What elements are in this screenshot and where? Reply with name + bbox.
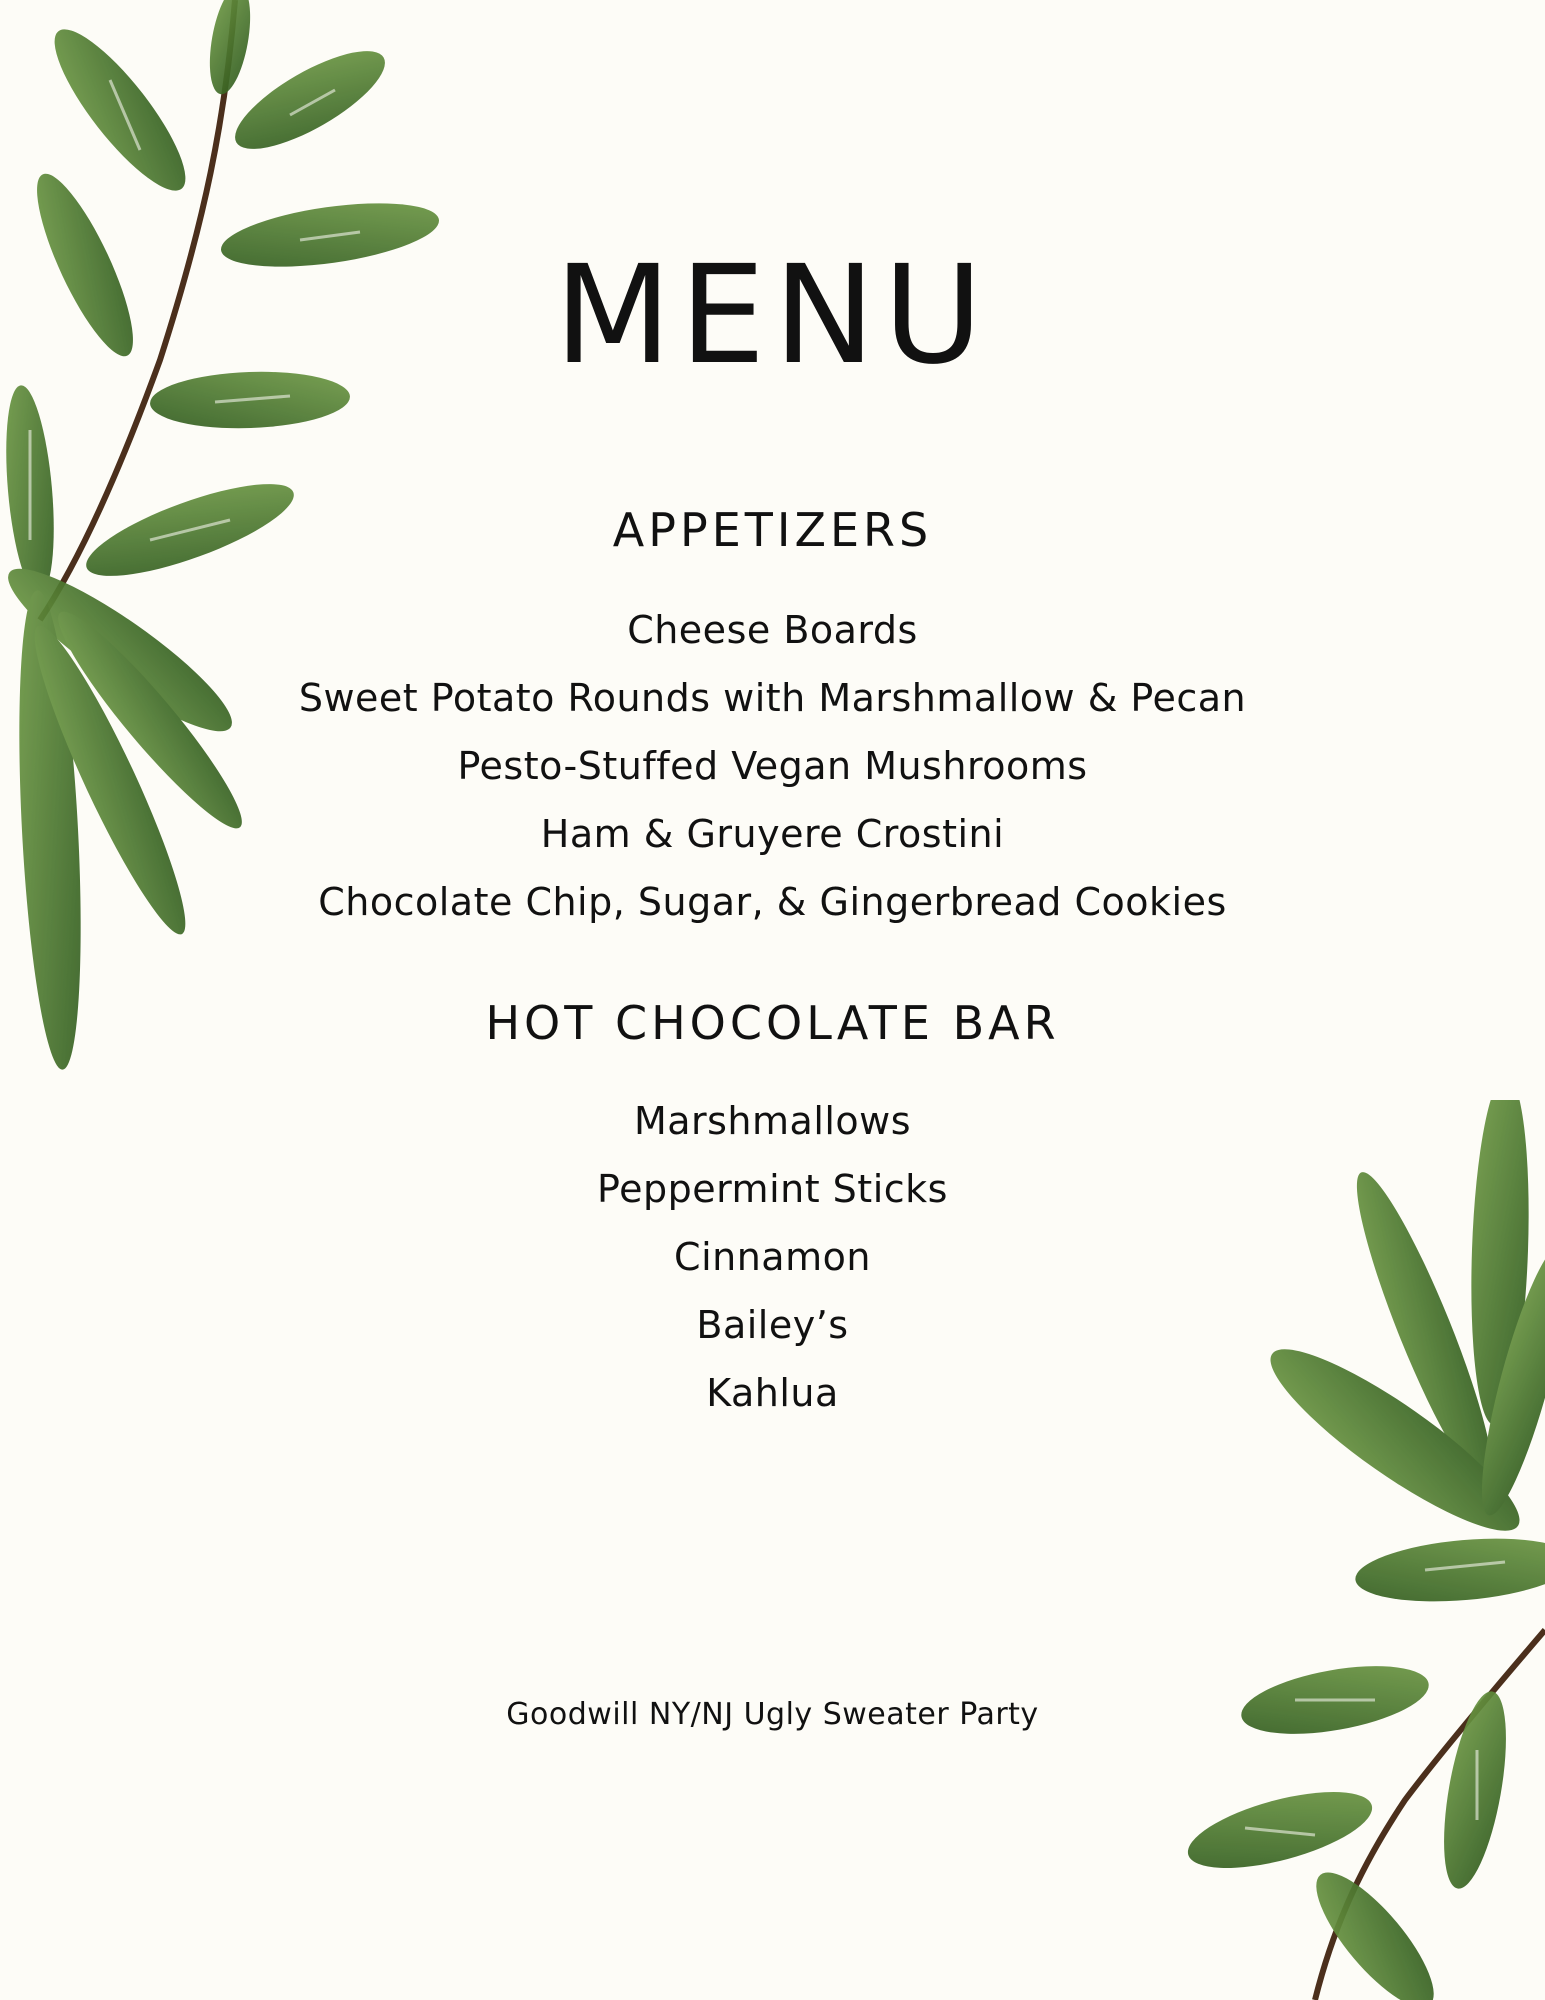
event-footer: Goodwill NY/NJ Ugly Sweater Party — [506, 1697, 1039, 1732]
appetizers-list — [0, 596, 1545, 936]
list-item: Cheese Boards — [627, 608, 918, 652]
list-item: Cinnamon — [674, 1235, 871, 1279]
hot-chocolate-bar-list — [0, 1087, 1545, 1427]
list-item: Chocolate Chip, Sugar, & Gingerbread Cookies — [318, 880, 1227, 924]
list-item: Pesto-Stuffed Vegan Mushrooms — [457, 744, 1088, 788]
list-item: Peppermint Sticks — [597, 1167, 948, 1211]
list-item: Ham & Gruyere Crostini — [540, 812, 1005, 856]
list-item: Bailey’s — [696, 1303, 849, 1347]
list-item: Kahlua — [706, 1371, 839, 1415]
section-heading-appetizers: APPETIZERS — [612, 503, 933, 557]
section-heading-hot-chocolate-bar: HOT CHOCOLATE BAR — [485, 996, 1060, 1050]
list-item: Sweet Potato Rounds with Marshmallow & Pecan — [298, 676, 1247, 720]
list-item: Marshmallows — [633, 1099, 912, 1143]
page-title: MENU — [554, 237, 991, 395]
